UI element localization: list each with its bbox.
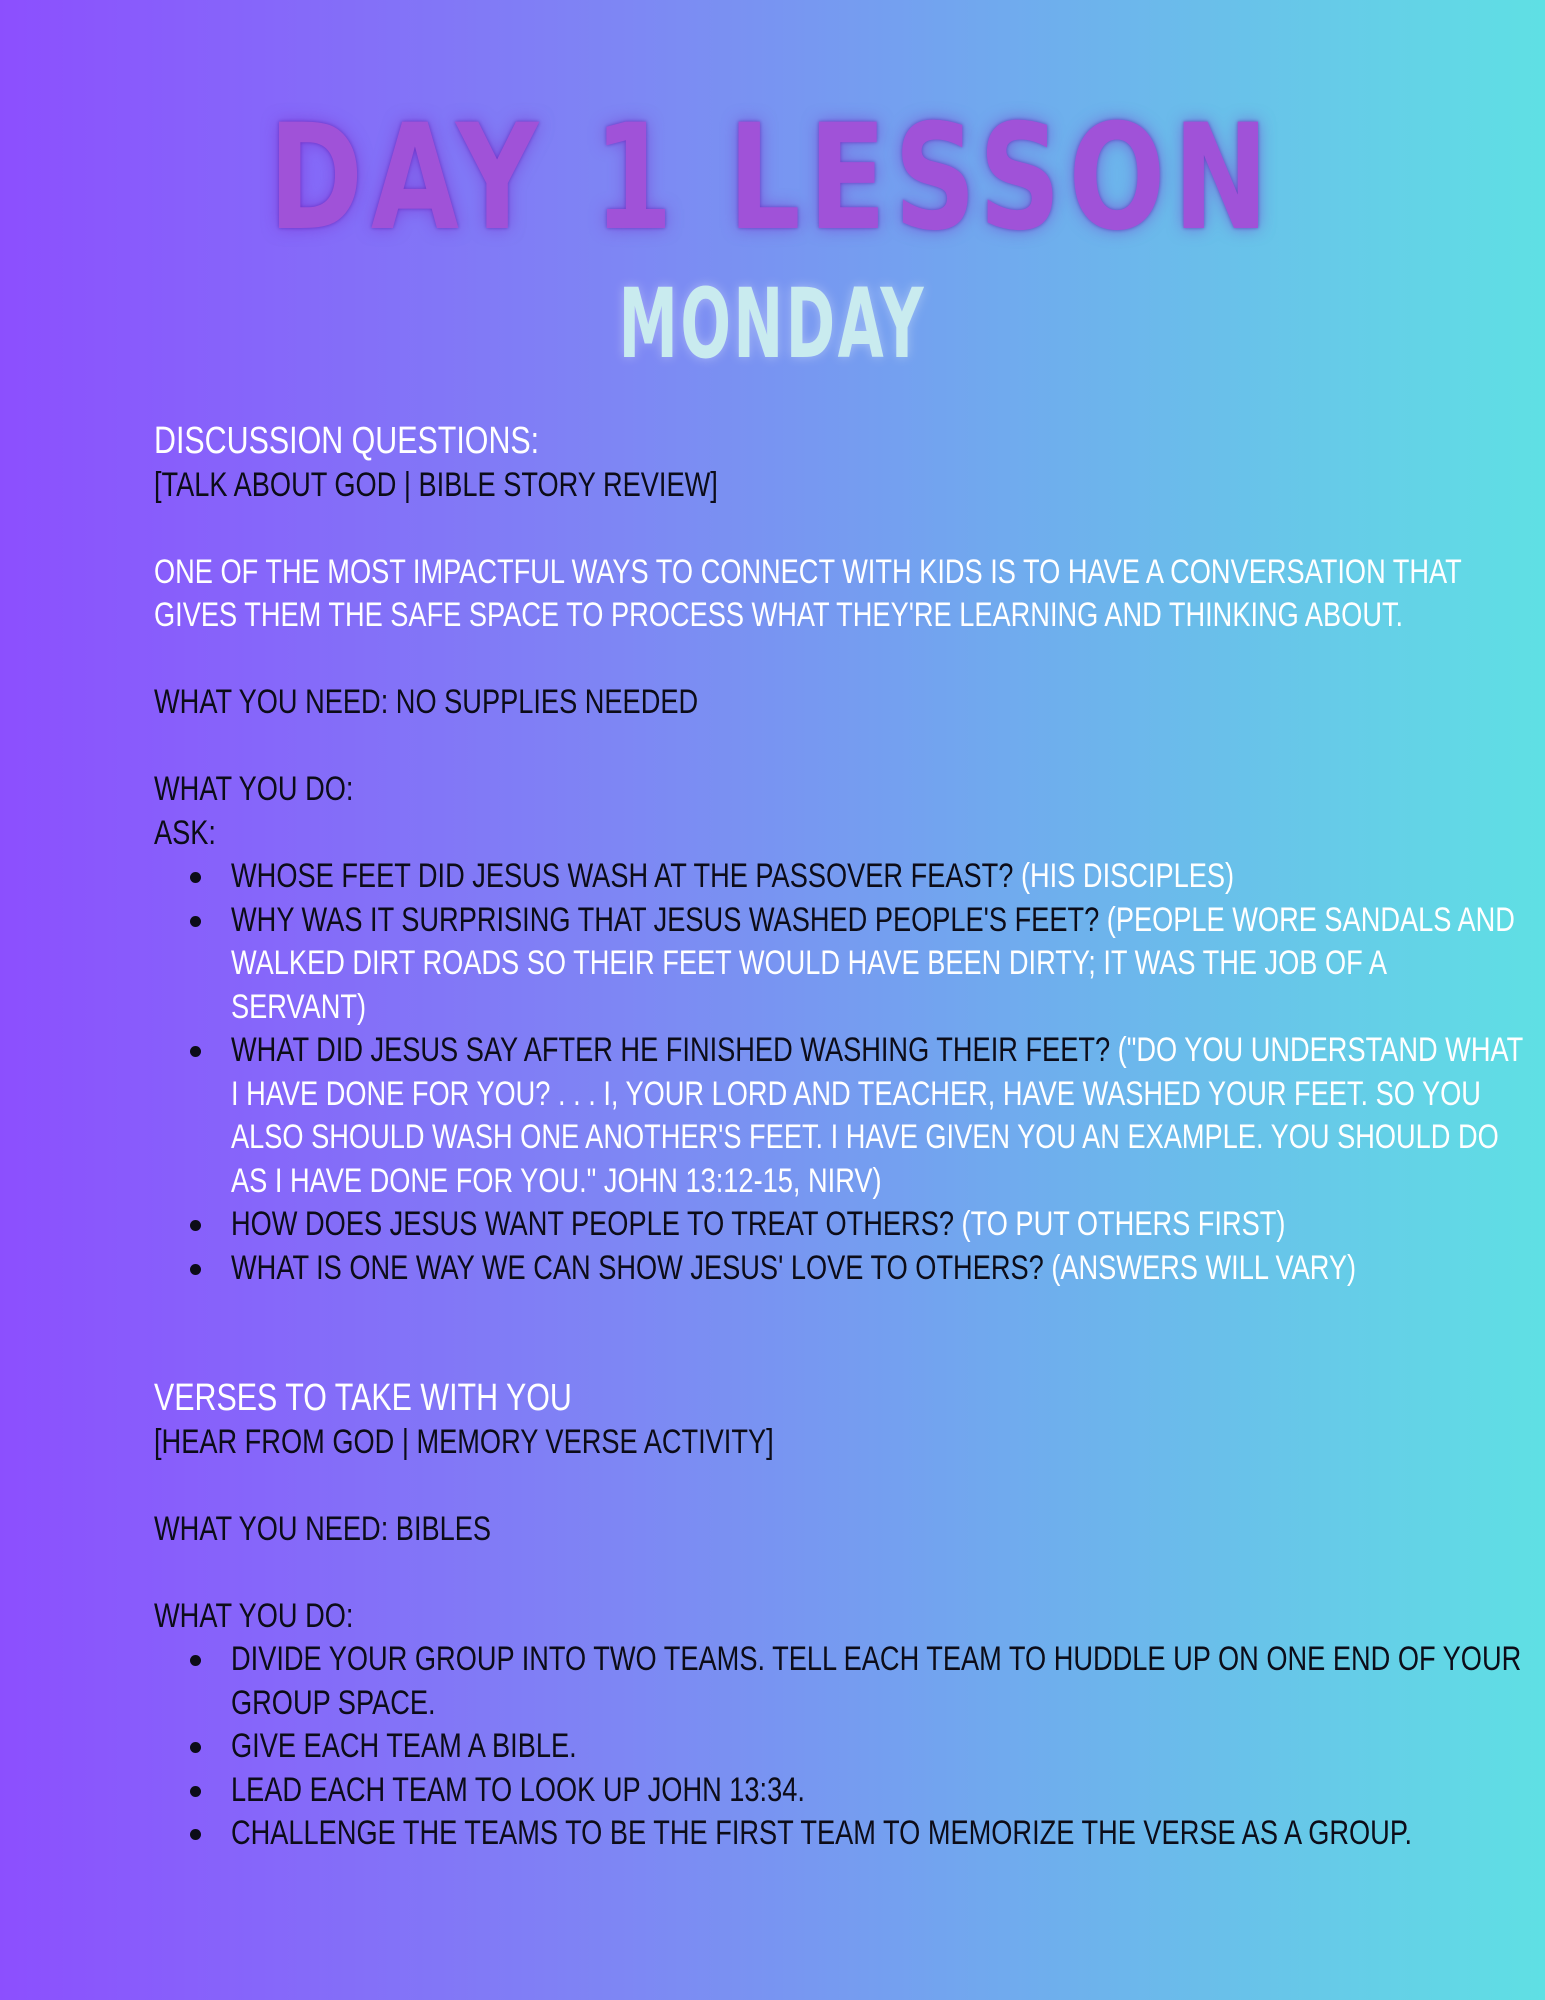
- lesson-content: [154, 420, 1524, 1856]
- question-text: HOW DOES JESUS WANT PEOPLE TO TREAT OTHERS?: [231, 1205, 954, 1243]
- list-item: [154, 899, 1515, 1030]
- list-item: [154, 855, 1404, 899]
- question-text: WHOSE FEET DID JESUS WASH AT THE PASSOVER FEAST?: [231, 857, 1014, 895]
- verses-step-list: [154, 1638, 1522, 1856]
- answer-text: AS I HAVE DONE FOR YOU." JOHN 13:12-15, NIRV): [231, 1161, 882, 1200]
- discussion-question-list: [154, 855, 1524, 1290]
- discussion-heading: DISCUSSION QUESTIONS:: [154, 420, 540, 462]
- answer-text: I HAVE DONE FOR YOU? . . . I, YOUR LORD AND TEACHER, HAVE WASHED YOUR FEET. SO YOU: [231, 1074, 1481, 1113]
- step-text: LEAD EACH TEAM TO LOOK UP JOHN 13:34.: [231, 1770, 805, 1809]
- list-item: [154, 1769, 1404, 1813]
- discussion-tag: [TALK ABOUT GOD | BIBLE STORY REVIEW]: [154, 465, 718, 504]
- list-item: [154, 1812, 1413, 1856]
- answer-text: (ANSWERS WILL VARY): [1051, 1248, 1357, 1287]
- step-text: DIVIDE YOUR GROUP INTO TWO TEAMS. TELL EACH TEAM TO HUDDLE UP ON ONE END OF YOUR: [231, 1640, 1522, 1678]
- answer-text: SERVANT): [231, 987, 367, 1026]
- page-subtitle: MONDAY: [618, 268, 927, 380]
- list-item: [154, 1247, 1404, 1291]
- verses-what-you-need: WHAT YOU NEED: BIBLES: [154, 1509, 492, 1548]
- page-title: DAY 1 LESSON: [268, 93, 1277, 263]
- answer-text: ALSO SHOULD WASH ONE ANOTHER'S FEET. I HAVE GIVEN YOU AN EXAMPLE. YOU SHOULD DO: [231, 1118, 1499, 1156]
- answer-text: (TO PUT OTHERS FIRST): [961, 1205, 1286, 1243]
- question-text: WHAT DID JESUS SAY AFTER HE FINISHED WASHING THEIR FEET?: [231, 1031, 1111, 1069]
- step-text: GROUP SPACE.: [231, 1683, 436, 1722]
- discussion-intro-line-1: ONE OF THE MOST IMPACTFUL WAYS TO CONNECT WITH KIDS IS TO HAVE A CONVERSATION THAT: [154, 552, 1462, 591]
- verses-what-you-do: WHAT YOU DO:: [154, 1596, 354, 1635]
- discussion-what-you-need: WHAT YOU NEED: NO SUPPLIES NEEDED: [154, 683, 699, 721]
- answer-text: (PEOPLE WORE SANDALS AND: [1106, 900, 1515, 939]
- discussion-intro-line-2: GIVES THEM THE SAFE SPACE TO PROCESS WHAT THEY'RE LEARNING AND THINKING ABOUT.: [154, 596, 1404, 634]
- list-item: [154, 1638, 1522, 1725]
- answer-text: WALKED DIRT ROADS SO THEIR FEET WOULD HAVE BEEN DIRTY; IT WAS THE JOB OF A: [231, 944, 1387, 982]
- question-text: WHAT IS ONE WAY WE CAN SHOW JESUS' LOVE TO OTHERS?: [231, 1248, 1044, 1287]
- discussion-ask-label: ASK:: [154, 813, 216, 852]
- list-item: [154, 1203, 1404, 1247]
- question-text: WHY WAS IT SURPRISING THAT JESUS WASHED PEOPLE'S FEET?: [231, 900, 1100, 939]
- verses-tag: [HEAR FROM GOD | MEMORY VERSE ACTIVITY]: [154, 1422, 774, 1461]
- step-text: CHALLENGE THE TEAMS TO BE THE FIRST TEAM TO MEMORIZE THE VERSE AS A GROUP.: [231, 1814, 1413, 1852]
- discussion-what-you-do: WHAT YOU DO:: [154, 770, 354, 808]
- verses-heading: VERSES TO TAKE WITH YOU: [154, 1377, 572, 1419]
- answer-text: ("DO YOU UNDERSTAND WHAT: [1117, 1031, 1524, 1069]
- step-text: GIVE EACH TEAM A BIBLE.: [231, 1727, 577, 1765]
- answer-text: (HIS DISCIPLES): [1020, 857, 1235, 895]
- list-item: [154, 1725, 1404, 1769]
- list-item: [154, 1029, 1524, 1203]
